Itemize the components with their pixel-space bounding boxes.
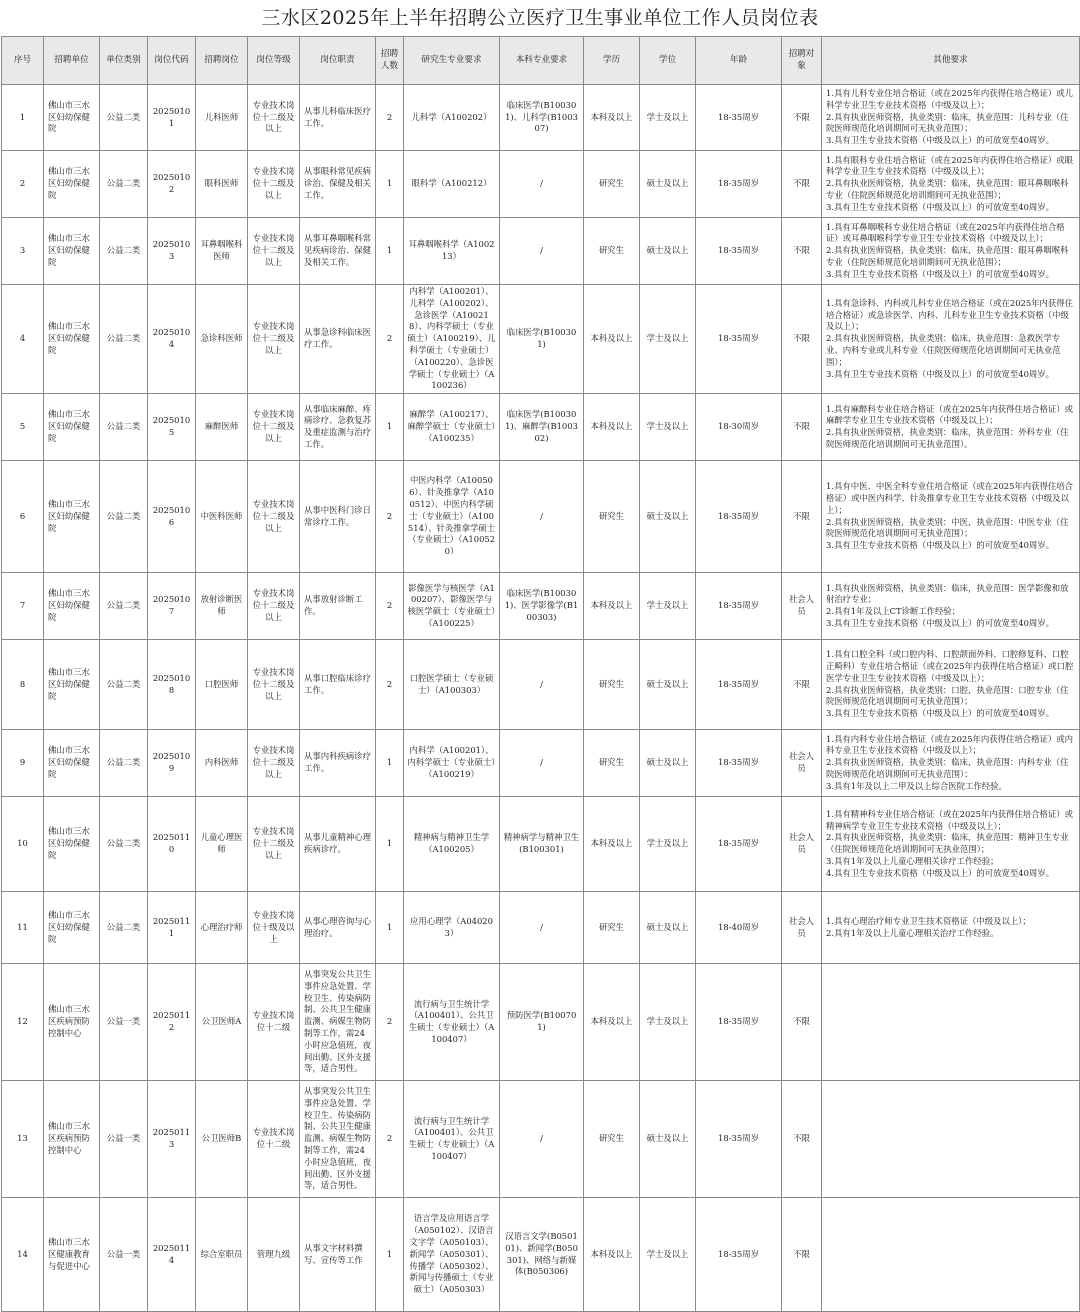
cell-count: 1	[376, 218, 404, 285]
cell-count: 2	[376, 640, 404, 730]
cell-ug-major: /	[500, 892, 584, 964]
cell-count: 2	[376, 573, 404, 640]
cell-other: 1.具有内科专业住培合格证（或在2025年内获得住培合格证）或内科专业卫生专业技术资格（中级及以上）； 2.具有执业医师资格，执业类别：临床，执业范围：内科专业（住院医师规范化培训期间可无执业范围）； 3.具有1年及以上二甲及以上综合医院工作经验。	[822, 730, 1080, 797]
table-body	[2, 85, 1080, 1312]
cell-post: 麻醉医师	[196, 394, 248, 461]
cell-no: 7	[2, 573, 44, 640]
cell-level: 专业技术岗位十级及以上	[248, 892, 300, 964]
cell-duty: 从事心理咨询与心理治疗。	[300, 892, 376, 964]
cell-target: 不限	[782, 461, 822, 573]
cell-post: 公卫医师B	[196, 1081, 248, 1198]
cell-post: 中医科医师	[196, 461, 248, 573]
cell-education: 本科及以上	[584, 1198, 640, 1312]
header-age: 年龄	[696, 37, 782, 85]
cell-no: 6	[2, 461, 44, 573]
header-ug-major: 本科专业要求	[500, 37, 584, 85]
cell-post: 眼科医师	[196, 151, 248, 218]
cell-code: 20250107	[148, 573, 196, 640]
cell-category: 公益二类	[100, 394, 148, 461]
cell-post: 内科医师	[196, 730, 248, 797]
table-row	[2, 964, 1080, 1081]
cell-duty: 从事放射诊断工作。	[300, 573, 376, 640]
cell-code: 20250109	[148, 730, 196, 797]
header-grad-major: 研究生专业要求	[404, 37, 500, 85]
cell-other: 1.具有中医、中医全科专业住培合格证（或在2025年内获得住培合格证）或中医内科学、针灸推拿专业卫生专业技术资格（中级及以上）； 2.具有执业医师资格，执业类别：中医，执业范围：中医专业（住院医师规范化培训期间可无执业范围）； 3.具有卫生专业技术资格（中级及以上）的可放宽至40周岁。	[822, 461, 1080, 573]
cell-ug-major: /	[500, 218, 584, 285]
cell-category: 公益二类	[100, 797, 148, 892]
cell-grad-major: 流行病与卫生统计学（A100401）、公共卫生硕士（专业硕士）（A100407）	[404, 1081, 500, 1198]
cell-post: 综合室职员	[196, 1198, 248, 1312]
table-row	[2, 151, 1080, 218]
cell-code: 20250102	[148, 151, 196, 218]
cell-education: 研究生	[584, 730, 640, 797]
cell-level: 专业技术岗位十二级及以上	[248, 85, 300, 151]
cell-education: 研究生	[584, 892, 640, 964]
cell-unit: 佛山市三水区妇幼保健院	[44, 85, 100, 151]
cell-category: 公益二类	[100, 730, 148, 797]
cell-level: 专业技术岗位十二级及以上	[248, 218, 300, 285]
header-target: 招聘对象	[782, 37, 822, 85]
cell-education: 研究生	[584, 1081, 640, 1198]
cell-age: 18-35周岁	[696, 461, 782, 573]
cell-age: 18-35周岁	[696, 1081, 782, 1198]
cell-no: 5	[2, 394, 44, 461]
cell-education: 研究生	[584, 218, 640, 285]
cell-count: 1	[376, 1198, 404, 1312]
cell-target: 不限	[782, 1081, 822, 1198]
cell-age: 18-35周岁	[696, 85, 782, 151]
cell-level: 专业技术岗位十二级	[248, 964, 300, 1081]
cell-degree: 学士及以上	[640, 964, 696, 1081]
cell-ug-major: /	[500, 640, 584, 730]
cell-code: 20250108	[148, 640, 196, 730]
cell-target: 不限	[782, 394, 822, 461]
cell-category: 公益二类	[100, 218, 148, 285]
cell-unit: 佛山市三水区妇幼保健院	[44, 218, 100, 285]
cell-post: 儿童心理医师	[196, 797, 248, 892]
cell-target: 不限	[782, 218, 822, 285]
cell-ug-major: /	[500, 1081, 584, 1198]
cell-degree: 硕士及以上	[640, 218, 696, 285]
cell-age: 18-35周岁	[696, 573, 782, 640]
cell-ug-major: /	[500, 151, 584, 218]
cell-grad-major: 流行病与卫生统计学（A100401）、公共卫生硕士（专业硕士）（A100407）	[404, 964, 500, 1081]
cell-unit: 佛山市三水区妇幼保健院	[44, 285, 100, 394]
cell-code: 20250103	[148, 218, 196, 285]
cell-other	[822, 1198, 1080, 1312]
cell-unit: 佛山市三水区妇幼保健院	[44, 730, 100, 797]
cell-unit: 佛山市三水区妇幼保健院	[44, 151, 100, 218]
table-row	[2, 892, 1080, 964]
cell-duty: 从事突发公共卫生事件应急处置、学校卫生、传染病防制、公共卫生健康监测、病媒生物防制等工作，需24小时应急值班，夜间出勤、区外支援等，适合男性。	[300, 1081, 376, 1198]
cell-degree: 硕士及以上	[640, 151, 696, 218]
cell-other: 1.具有执业医师资格，执业类别：临床，执业范围：医学影像和放射治疗专业； 2.具有1年及以上CT诊断工作经验； 3.具有卫生专业技术资格（中级及以上）的可放宽至40周岁。	[822, 573, 1080, 640]
cell-target: 不限	[782, 151, 822, 218]
cell-no: 3	[2, 218, 44, 285]
cell-no: 11	[2, 892, 44, 964]
cell-age: 18-35周岁	[696, 218, 782, 285]
cell-ug-major: /	[500, 730, 584, 797]
cell-education: 研究生	[584, 461, 640, 573]
cell-other: 1.具有儿科专业住培合格证（或在2025年内获得住培合格证）或儿科学专业卫生专业技术资格（中级及以上）； 2.具有执业医师资格，执业类别：临床，执业范围：儿科专业（住院医师规范化培训期间可无执业范围）； 3.具有卫生专业技术资格（中级及以上）的可放宽至40周岁。	[822, 85, 1080, 151]
table-row	[2, 285, 1080, 394]
cell-duty: 从事突发公共卫生事件应急处置、学校卫生、传染病防制、公共卫生健康监测、病媒生物防制等工作，需24小时应急值班，夜间出勤、区外支援等，适合男性。	[300, 964, 376, 1081]
cell-other: 1.具有耳鼻咽喉科专业住培合格证（或在2025年内获得住培合格证）或耳鼻咽喉科学专业卫生专业技术资格（中级及以上）； 2.具有执业医师资格，执业类别：临床，执业范围：眼耳鼻咽喉科专业（住院医师规范化培训期间可无执业范围）； 3.具有卫生专业技术资格（中级及以上）的可放宽至40周岁。	[822, 218, 1080, 285]
cell-education: 研究生	[584, 151, 640, 218]
cell-target: 社会人员	[782, 730, 822, 797]
cell-degree: 学士及以上	[640, 85, 696, 151]
cell-duty: 从事临床麻醉、疼痛诊疗、急救复苏及重症监测与治疗工作。	[300, 394, 376, 461]
cell-duty: 从事儿科临床医疗工作。	[300, 85, 376, 151]
cell-grad-major: 耳鼻咽喉科学（A100213）	[404, 218, 500, 285]
cell-age: 18-30周岁	[696, 394, 782, 461]
cell-duty: 从事内科疾病诊疗工作。	[300, 730, 376, 797]
cell-education: 本科及以上	[584, 85, 640, 151]
cell-level: 专业技术岗位十二级及以上	[248, 573, 300, 640]
cell-code: 20250101	[148, 85, 196, 151]
cell-code: 20250105	[148, 394, 196, 461]
cell-degree: 学士及以上	[640, 285, 696, 394]
cell-other: 1.具有麻醉科专业住培合格证（或在2025年内获得住培合格证）或麻醉学专业卫生专业技术资格（中级及以上）； 2.具有执业医师资格，执业类别：临床，执业范围：外科专业（住院医师规范化培训期间可无执业范围）。	[822, 394, 1080, 461]
cell-education: 本科及以上	[584, 797, 640, 892]
header-level: 岗位等级	[248, 37, 300, 85]
cell-education: 本科及以上	[584, 285, 640, 394]
cell-other	[822, 964, 1080, 1081]
cell-duty: 从事耳鼻咽喉科常见疾病诊治、保健及相关工作。	[300, 218, 376, 285]
cell-unit: 佛山市三水区健康教育与促进中心	[44, 1198, 100, 1312]
cell-grad-major: 中医内科学（A100506）、针灸推拿学（A100512）、中医内科学硕士（专业硕士）（A100514）、针灸推拿学硕士（专业硕士）（A100520）	[404, 461, 500, 573]
table-row	[2, 218, 1080, 285]
cell-education: 本科及以上	[584, 394, 640, 461]
cell-count: 2	[376, 1081, 404, 1198]
cell-count: 1	[376, 797, 404, 892]
cell-ug-major: 汉语言文学(B050101)、新闻学(B050301)、网络与新媒体(B050306)	[500, 1198, 584, 1312]
cell-target: 不限	[782, 640, 822, 730]
cell-age: 18-35周岁	[696, 285, 782, 394]
cell-unit: 佛山市三水区疾病预防控制中心	[44, 1081, 100, 1198]
cell-degree: 硕士及以上	[640, 461, 696, 573]
header-post: 招聘岗位	[196, 37, 248, 85]
cell-code: 20250111	[148, 892, 196, 964]
cell-count: 2	[376, 285, 404, 394]
cell-ug-major: 临床医学(B100301)、麻醉学(B100302)	[500, 394, 584, 461]
cell-age: 18-35周岁	[696, 797, 782, 892]
cell-no: 9	[2, 730, 44, 797]
cell-other: 1.具有心理治疗师专业卫生技术资格证（中级及以上）； 2.具有1年及以上儿童心理相关治疗工作经验。	[822, 892, 1080, 964]
cell-count: 1	[376, 394, 404, 461]
cell-grad-major: 儿科学（A100202）	[404, 85, 500, 151]
cell-no: 2	[2, 151, 44, 218]
cell-category: 公益二类	[100, 892, 148, 964]
cell-code: 20250113	[148, 1081, 196, 1198]
cell-unit: 佛山市三水区妇幼保健院	[44, 394, 100, 461]
cell-duty: 从事文字材料撰写、宣传等工作	[300, 1198, 376, 1312]
header-no: 序号	[2, 37, 44, 85]
cell-degree: 硕士及以上	[640, 1081, 696, 1198]
cell-duty: 从事急诊科临床医疗工作。	[300, 285, 376, 394]
cell-count: 2	[376, 964, 404, 1081]
cell-unit: 佛山市三水区妇幼保健院	[44, 461, 100, 573]
cell-target: 社会人员	[782, 892, 822, 964]
cell-other: 1.具有口腔全科（或口腔内科、口腔颌面外科、口腔修复科、口腔正畸科）专业住培合格证（或在2025年内获得住培合格证）或口腔医学专业卫生专业技术资格（中级及以上）； 2.具有执业医师资格，执业类别：口腔，执业范围：口腔专业（住院医师规范化培训期间可无执业范围）； 3.具有卫生专业技术资格（中级及以上）的可放宽至40周岁。	[822, 640, 1080, 730]
cell-target: 不限	[782, 964, 822, 1081]
cell-no: 8	[2, 640, 44, 730]
cell-education: 研究生	[584, 640, 640, 730]
cell-count: 1	[376, 892, 404, 964]
cell-code: 20250114	[148, 1198, 196, 1312]
cell-other	[822, 1081, 1080, 1198]
table-row	[2, 85, 1080, 151]
header-code: 岗位代码	[148, 37, 196, 85]
table-row	[2, 573, 1080, 640]
cell-no: 1	[2, 85, 44, 151]
cell-grad-major: 眼科学（A100212）	[404, 151, 500, 218]
cell-category: 公益二类	[100, 285, 148, 394]
cell-post: 耳鼻咽喉科医师	[196, 218, 248, 285]
cell-unit: 佛山市三水区疾病预防控制中心	[44, 964, 100, 1081]
cell-grad-major: 内科学（A100201）、儿科学（A100202）、急诊医学（A100218）、内科学硕士（专业硕士）（A100219）、儿科学硕士（专业硕士）（A100220）、急诊医学硕士（专业硕士）（A100236）	[404, 285, 500, 394]
cell-degree: 学士及以上	[640, 573, 696, 640]
page-title: 三水区2025年上半年招聘公立医疗卫生事业单位工作人员岗位表	[261, 7, 819, 29]
cell-degree: 硕士及以上	[640, 640, 696, 730]
cell-level: 管理九级	[248, 1198, 300, 1312]
table-row	[2, 1081, 1080, 1198]
cell-duty: 从事口腔临床诊疗工作。	[300, 640, 376, 730]
cell-unit: 佛山市三水区妇幼保健院	[44, 640, 100, 730]
table-row	[2, 394, 1080, 461]
cell-degree: 学士及以上	[640, 1198, 696, 1312]
cell-count: 1	[376, 151, 404, 218]
header-category: 单位类别	[100, 37, 148, 85]
cell-level: 专业技术岗位十二级及以上	[248, 640, 300, 730]
cell-target: 不限	[782, 285, 822, 394]
cell-category: 公益二类	[100, 85, 148, 151]
cell-no: 4	[2, 285, 44, 394]
cell-category: 公益二类	[100, 151, 148, 218]
cell-level: 专业技术岗位十二级及以上	[248, 730, 300, 797]
cell-education: 本科及以上	[584, 964, 640, 1081]
cell-code: 20250110	[148, 797, 196, 892]
cell-no: 13	[2, 1081, 44, 1198]
cell-category: 公益二类	[100, 461, 148, 573]
header-other: 其他要求	[822, 37, 1080, 85]
cell-category: 公益一类	[100, 1081, 148, 1198]
cell-count: 2	[376, 85, 404, 151]
cell-duty: 从事眼科常见疾病诊治、保健及相关工作。	[300, 151, 376, 218]
cell-grad-major: 内科学（A100201）、内科学硕士（专业硕士）（A100219）	[404, 730, 500, 797]
cell-grad-major: 应用心理学（A040203）	[404, 892, 500, 964]
cell-count: 1	[376, 730, 404, 797]
cell-category: 公益一类	[100, 1198, 148, 1312]
cell-other: 1.具有眼科专业住培合格证（或在2025年内获得住培合格证）或眼科学专业卫生专业技术资格（中级及以上）； 2.具有执业医师资格，执业类别：临床，执业范围：眼耳鼻咽喉科专业（住院医师规范化培训期间可无执业范围）； 3.具有卫生专业技术资格（中级及以上）的可放宽至40周岁。	[822, 151, 1080, 218]
cell-age: 18-35周岁	[696, 151, 782, 218]
cell-ug-major: 临床医学(B100301)、儿科学(B100307)	[500, 85, 584, 151]
cell-grad-major: 麻醉学（A100217）、麻醉学硕士（专业硕士）（A100235）	[404, 394, 500, 461]
cell-level: 专业技术岗位十二级及以上	[248, 797, 300, 892]
cell-post: 儿科医师	[196, 85, 248, 151]
cell-no: 10	[2, 797, 44, 892]
cell-no: 12	[2, 964, 44, 1081]
cell-post: 放射诊断医师	[196, 573, 248, 640]
cell-unit: 佛山市三水区妇幼保健院	[44, 797, 100, 892]
header-duty: 岗位职责	[300, 37, 376, 85]
header-unit: 招聘单位	[44, 37, 100, 85]
cell-ug-major: /	[500, 461, 584, 573]
cell-code: 20250112	[148, 964, 196, 1081]
table-row	[2, 797, 1080, 892]
cell-target: 不限	[782, 85, 822, 151]
cell-education: 本科及以上	[584, 573, 640, 640]
cell-unit: 佛山市三水区妇幼保健院	[44, 573, 100, 640]
cell-grad-major: 口腔医学硕士（专业硕士）（A100303）	[404, 640, 500, 730]
cell-other: 1.具有急诊科、内科或儿科专业住培合格证（或在2025年内获得住培合格证）或急诊医学、内科、儿科专业卫生专业技术资格（中级及以上）； 2.具有执业医师资格，执业类别：临床，执业范围：急救医学专业、内科专业或儿科专业（住院医师规范化培训期间可无执业范围）； 3.具有卫生专业技术资格（中级及以上）的可放宽至40周岁。	[822, 285, 1080, 394]
table-row	[2, 461, 1080, 573]
cell-code: 20250106	[148, 461, 196, 573]
cell-other: 1.具有精神科专业住培合格证（或在2025年内获得住培合格证）或精神病学专业卫生专业技术资格（中级及以上）； 2.具有执业医师资格，执业类别：临床，执业范围：精神卫生专业（住院医师规范化培训期间可无执业范围）； 3.具有1年及以上儿童心理相关诊疗工作经验； 4.具有卫生专业技术资格（中级及以上）的可放宽至40周岁。	[822, 797, 1080, 892]
cell-duty: 从事中医科门诊日常诊疗工作。	[300, 461, 376, 573]
cell-target: 社会人员	[782, 573, 822, 640]
cell-grad-major: 精神病与精神卫生学（A100205）	[404, 797, 500, 892]
cell-degree: 学士及以上	[640, 394, 696, 461]
cell-category: 公益一类	[100, 964, 148, 1081]
cell-level: 专业技术岗位十二级	[248, 1081, 300, 1198]
table-row	[2, 640, 1080, 730]
cell-grad-major: 语言学及应用语言学（A050102）、汉语言文字学（A050103）、新闻学（A050301）、传播学（A050302）、新闻与传播硕士（专业硕士）（A050303）	[404, 1198, 500, 1312]
cell-ug-major: 精神病学与精神卫生(B100301)	[500, 797, 584, 892]
cell-degree: 硕士及以上	[640, 730, 696, 797]
cell-category: 公益二类	[100, 573, 148, 640]
header-row	[2, 37, 1080, 85]
cell-count: 2	[376, 461, 404, 573]
table-row	[2, 1198, 1080, 1312]
header-count: 招聘人数	[376, 37, 404, 85]
cell-target: 不限	[782, 1198, 822, 1312]
cell-grad-major: 影像医学与核医学（A100207）、影像医学与核医学硕士（专业硕士）（A100225）	[404, 573, 500, 640]
cell-target: 社会人员	[782, 797, 822, 892]
cell-degree: 学士及以上	[640, 797, 696, 892]
cell-post: 急诊科医师	[196, 285, 248, 394]
cell-ug-major: 临床医学(B100301)	[500, 285, 584, 394]
cell-age: 18-35周岁	[696, 730, 782, 797]
cell-level: 专业技术岗位十二级及以上	[248, 394, 300, 461]
cell-age: 18-35周岁	[696, 1198, 782, 1312]
cell-ug-major: 预防医学(B100701)	[500, 964, 584, 1081]
cell-degree: 硕士及以上	[640, 892, 696, 964]
cell-age: 18-35周岁	[696, 640, 782, 730]
cell-ug-major: 临床医学(B100301)、医学影像学(B100303)	[500, 573, 584, 640]
cell-post: 公卫医师A	[196, 964, 248, 1081]
cell-unit: 佛山市三水区妇幼保健院	[44, 892, 100, 964]
table-row	[2, 730, 1080, 797]
cell-level: 专业技术岗位十二级及以上	[248, 461, 300, 573]
job-positions-table	[1, 36, 1080, 1312]
header-education: 学历	[584, 37, 640, 85]
cell-level: 专业技术岗位十二级及以上	[248, 151, 300, 218]
cell-code: 20250104	[148, 285, 196, 394]
cell-level: 专业技术岗位十二级及以上	[248, 285, 300, 394]
header-degree: 学位	[640, 37, 696, 85]
cell-post: 心理治疗师	[196, 892, 248, 964]
cell-duty: 从事儿童精神心理疾病诊疗。	[300, 797, 376, 892]
cell-no: 14	[2, 1198, 44, 1312]
cell-post: 口腔医师	[196, 640, 248, 730]
cell-category: 公益二类	[100, 640, 148, 730]
cell-age: 18-35周岁	[696, 964, 782, 1081]
cell-age: 18-40周岁	[696, 892, 782, 964]
